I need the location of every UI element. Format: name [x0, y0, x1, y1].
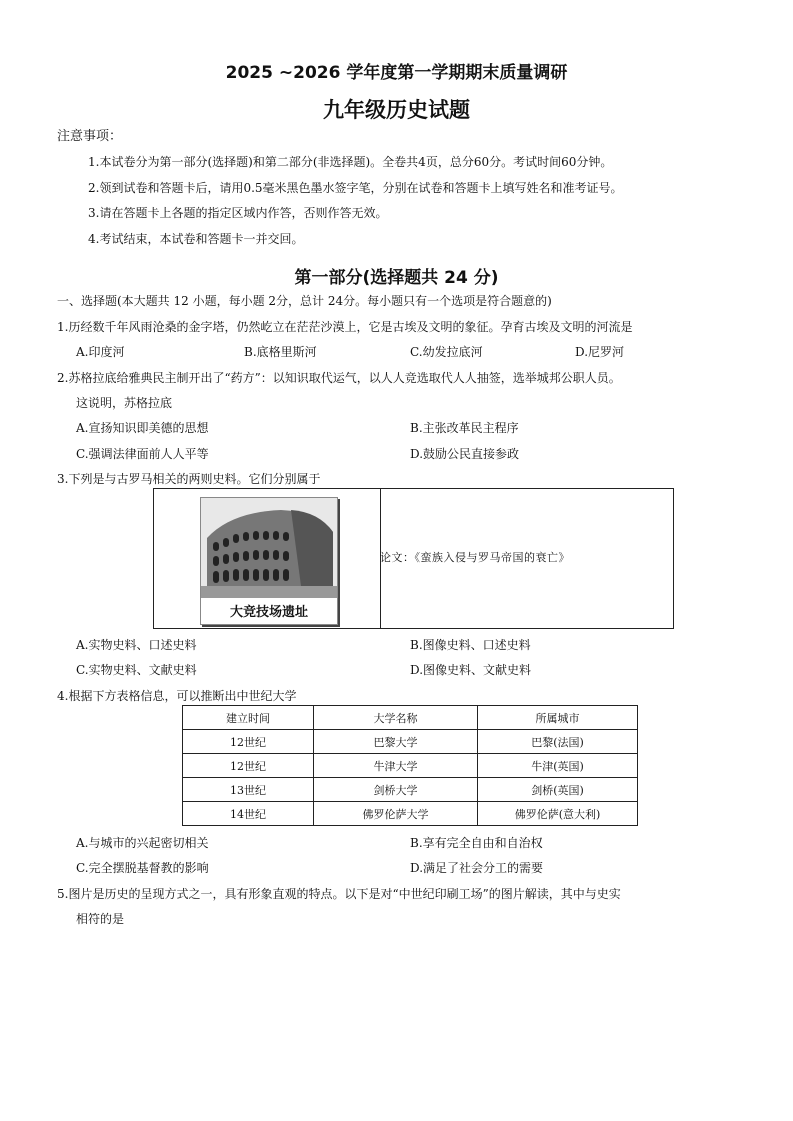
section-instruction: 一、选择题(本大题共 12 小题，每小题 2分，总计 24分。每小题只有一个选项是符合题意的): [57, 294, 552, 308]
notice-item-2: 2.领到试卷和答题卡后，请用0.5毫米黑色墨水签字笔，分别在试卷和答题卡上填写姓名和准考证号。: [88, 181, 623, 195]
q3-option-c: C.实物史料、文献史料: [76, 663, 197, 677]
q5-stem-cont: 相符的是: [76, 912, 125, 926]
exam-title: 2025 ~2026 学年度第一学期期末质量调研: [225, 63, 568, 83]
notice-item-4: 4.考试结束，本试卷和答题卡一并交回。: [88, 232, 304, 246]
table-row: [183, 730, 638, 754]
table-row: [183, 754, 638, 778]
q4-option-a: A.与城市的兴起密切相关: [76, 836, 209, 850]
table-cell: 12世纪: [183, 754, 314, 778]
q2-stem: 2.苏格拉底给雅典民主制开出了“药方”：以知识取代运气，以人人竞选取代人人抽签，选举城邦公职人员。: [57, 371, 621, 385]
table-header: 所属城市: [478, 706, 638, 730]
q2-option-c: C.强调法律面前人人平等: [76, 447, 209, 461]
q2-option-a: A.宣扬知识即美德的思想: [76, 421, 209, 435]
q3-source-box: [153, 488, 674, 629]
q1-option-a: A.印度河: [76, 345, 125, 359]
table-cell: 巴黎大学: [314, 730, 478, 754]
notice-heading: 注意事项：: [57, 129, 123, 144]
table-cell: 13世纪: [183, 778, 314, 802]
q5-stem: 5.图片是历史的呈现方式之一，具有形象直观的特点。以下是对“中世纪印刷工场”的图片解读，其中与史实: [57, 887, 621, 901]
table-cell: 剑桥(英国): [478, 778, 638, 802]
table-header: 大学名称: [314, 706, 478, 730]
table-cell: 佛罗伦萨大学: [314, 802, 478, 826]
q3-stem: 3.下列是与古罗马相关的两则史料。它们分别属于: [57, 472, 321, 486]
section-title: 第一部分(选择题共 24 分): [294, 268, 499, 288]
table-cell: 12世纪: [183, 730, 314, 754]
notice-item-1: 1.本试卷分为第一部分(选择题)和第二部分(非选择题)。全卷共4页，总分60分。考试时间60分钟。: [88, 155, 613, 169]
q2-stem-cont: 这说明，苏格拉底: [76, 396, 173, 410]
q1-stem: 1.历经数千年风雨沧桑的金字塔，仍然屹立在茫茫沙漠上，它是古埃及文明的象征。孕育古埃及文明的河流是: [57, 320, 633, 334]
notice-item-3: 3.请在答题卡上各题的指定区域内作答，否则作答无效。: [88, 206, 388, 220]
q1-option-d: D.尼罗河: [575, 345, 625, 359]
table-header-row: [183, 706, 638, 730]
q4-option-b: B.享有完全自由和自治权: [410, 836, 543, 850]
q3-source-image-cell: [154, 489, 381, 628]
university-table: [182, 705, 638, 826]
q4-option-c: C.完全摆脱基督教的影响: [76, 861, 209, 875]
colosseum-illustration: [201, 498, 337, 598]
table-header: 建立时间: [183, 706, 314, 730]
q3-option-a: A.实物史料、口述史料: [76, 638, 197, 652]
q2-option-b: B.主张改革民主程序: [410, 421, 519, 435]
q3-option-b: B.图像史料、口述史料: [410, 638, 531, 652]
q1-option-b: B.底格里斯河: [244, 345, 317, 359]
q2-option-d: D.鼓励公民直接参政: [410, 447, 520, 461]
q1-option-c: C.幼发拉底河: [410, 345, 483, 359]
colosseum-photo: [200, 497, 338, 625]
table-cell: 佛罗伦萨(意大利): [478, 802, 638, 826]
table-cell: 巴黎(法国): [478, 730, 638, 754]
exam-subtitle: 九年级历史试题: [323, 98, 470, 122]
colosseum-caption: 大竞技场遗址: [229, 605, 308, 620]
table-row: [183, 802, 638, 826]
q4-stem: 4.根据下方表格信息，可以推断出中世纪大学: [57, 689, 297, 703]
q4-option-d: D.满足了社会分工的需要: [410, 861, 544, 875]
table-cell: 剑桥大学: [314, 778, 478, 802]
table-row: [183, 778, 638, 802]
q3-essay-source: 论文：《蛮族入侵与罗马帝国的衰亡》: [380, 551, 570, 564]
q3-option-d: D.图像史料、文献史料: [410, 663, 532, 677]
table-cell: 牛津(英国): [478, 754, 638, 778]
table-cell: 14世纪: [183, 802, 314, 826]
table-cell: 牛津大学: [314, 754, 478, 778]
